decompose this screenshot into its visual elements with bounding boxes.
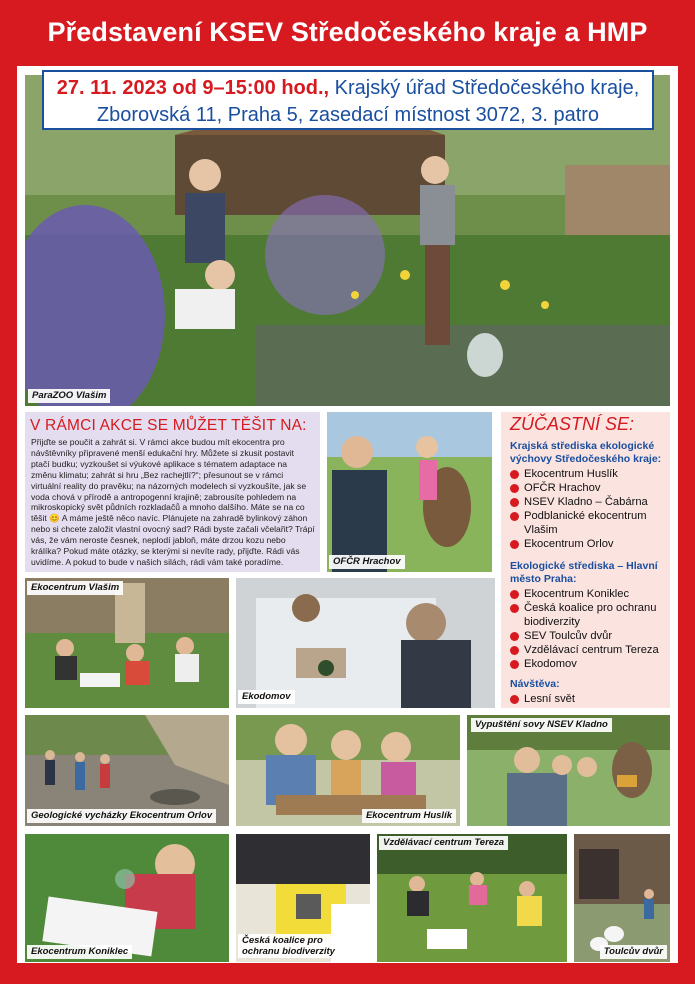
hrachov-caption: OFČR Hrachov xyxy=(329,555,405,569)
poster-title: Představení KSEV Středočeského kraje a HMP xyxy=(47,17,648,47)
list-item: Vzdělávací centrum Tereza xyxy=(510,643,668,657)
list-item: Ekodomov xyxy=(510,657,668,671)
koalice-caption xyxy=(238,934,339,958)
list-item: SEV Toulcův dvůr xyxy=(510,629,668,643)
kladno-caption: Vypuštění sovy NSEV Kladno xyxy=(471,718,612,732)
intro-body: Přijďte se poučit a zahrát si. V rámci akce budou mít ekocentra pro návštěvníky připravené menší edukační hry. Můžete si zkusit postavit ptačí budku; vyzkoušet si výukové aplikace s tématem adaptace na změnu klimatu; zahrát si hru „Bez rachejtlí?“; přesunout se v rámci virtuální reality do pravěku; na názorných modelech si vyzkoušíte, jak se voda chová v přírodě a antropogenní krajině; zabrousíte pohledem na mikroskopický svět půdních rozkladačů a mnoho dalšího. Máte se na co těšit 😊 A máme ještě něco navíc. Plánujete na zahradě bylinkový záhon nebo si chcete založit vlastní ovocný sad? Rádi byste začali včelařit? Trápí vás, že vám neroste česnek, neplodí jabloň, máte drzou kozu nebo králíka? Pokud máte otázky, se kterými si nevíte rady, přijďte. Rádi vás uvidíme. A pokud to bude v našich silách, rádi vám také poradíme. xyxy=(31,437,315,567)
list-item: Ekocentrum Huslík xyxy=(510,467,668,481)
event-date-time: 27. 11. 2023 od 9–15:00 hod., xyxy=(56,77,330,99)
vlasim-photo xyxy=(25,578,229,708)
intro-heading: V RÁMCI AKCE SE MŮŽET TĚŠIT NA: xyxy=(30,417,307,434)
event-venue-line2: Zborovská 11, Praha 5, zasedací místnost 3072, 3. patro xyxy=(96,104,600,126)
huslik-photo xyxy=(236,715,460,826)
group-title-praha: Ekologické střediska – Hlavní město Praha: xyxy=(510,560,658,585)
kladno-photo xyxy=(467,715,670,826)
group-title-stredocesky: Krajská střediska ekologické výchovy Středočeského kraje: xyxy=(510,440,662,465)
koniklec-caption: Ekocentrum Koniklec xyxy=(27,945,132,959)
hrachov-photo xyxy=(327,412,492,572)
tereza-photo xyxy=(377,834,567,962)
group-list-navsteva xyxy=(510,692,668,706)
list-item: Česká koalice pro ochranu biodiverzity xyxy=(510,601,668,629)
group-list-praha xyxy=(510,587,668,671)
participants-heading: ZÚČASTNÍ SE: xyxy=(510,414,635,434)
list-item: Lesní svět xyxy=(510,692,668,706)
list-item: NSEV Kladno – Čabárna xyxy=(510,495,668,509)
koalice-photo xyxy=(236,834,370,962)
koniklec-photo xyxy=(25,834,229,962)
list-item: Podblanické ekocentrum Vlašim xyxy=(510,509,668,537)
list-item: OFČR Hrachov xyxy=(510,481,668,495)
toulcuv-caption: Toulcův dvůr xyxy=(600,945,667,959)
huslik-caption: Ekocentrum Huslík xyxy=(362,809,456,823)
list-item: Ekocentrum Koniklec xyxy=(510,587,668,601)
hero-caption: ParaZOO Vlašim xyxy=(28,389,110,403)
intro-box xyxy=(25,412,320,572)
koalice-caption-line1: Česká koalice pro xyxy=(242,935,323,946)
participants-panel xyxy=(501,412,670,708)
event-venue-line1: Krajský úřad Středočeského kraje, xyxy=(329,77,640,99)
orlov-caption: Geologické vycházky Ekocentrum Orlov xyxy=(27,809,216,823)
tereza-caption: Vzdělávací centrum Tereza xyxy=(379,836,508,850)
orlov-photo xyxy=(25,715,229,826)
list-item: Ekocentrum Orlov xyxy=(510,537,668,551)
group-list-stredocesky xyxy=(510,467,668,551)
toulcuv-photo xyxy=(574,834,670,962)
vlasim-caption: Ekocentrum Vlašim xyxy=(27,581,123,595)
ekodomov-caption: Ekodomov xyxy=(238,690,295,704)
koalice-caption-line2: ochranu biodiverzity xyxy=(242,946,335,957)
ekodomov-photo xyxy=(236,578,495,708)
group-title-navsteva: Návštěva: xyxy=(510,678,560,690)
event-datetime-box xyxy=(42,70,654,130)
